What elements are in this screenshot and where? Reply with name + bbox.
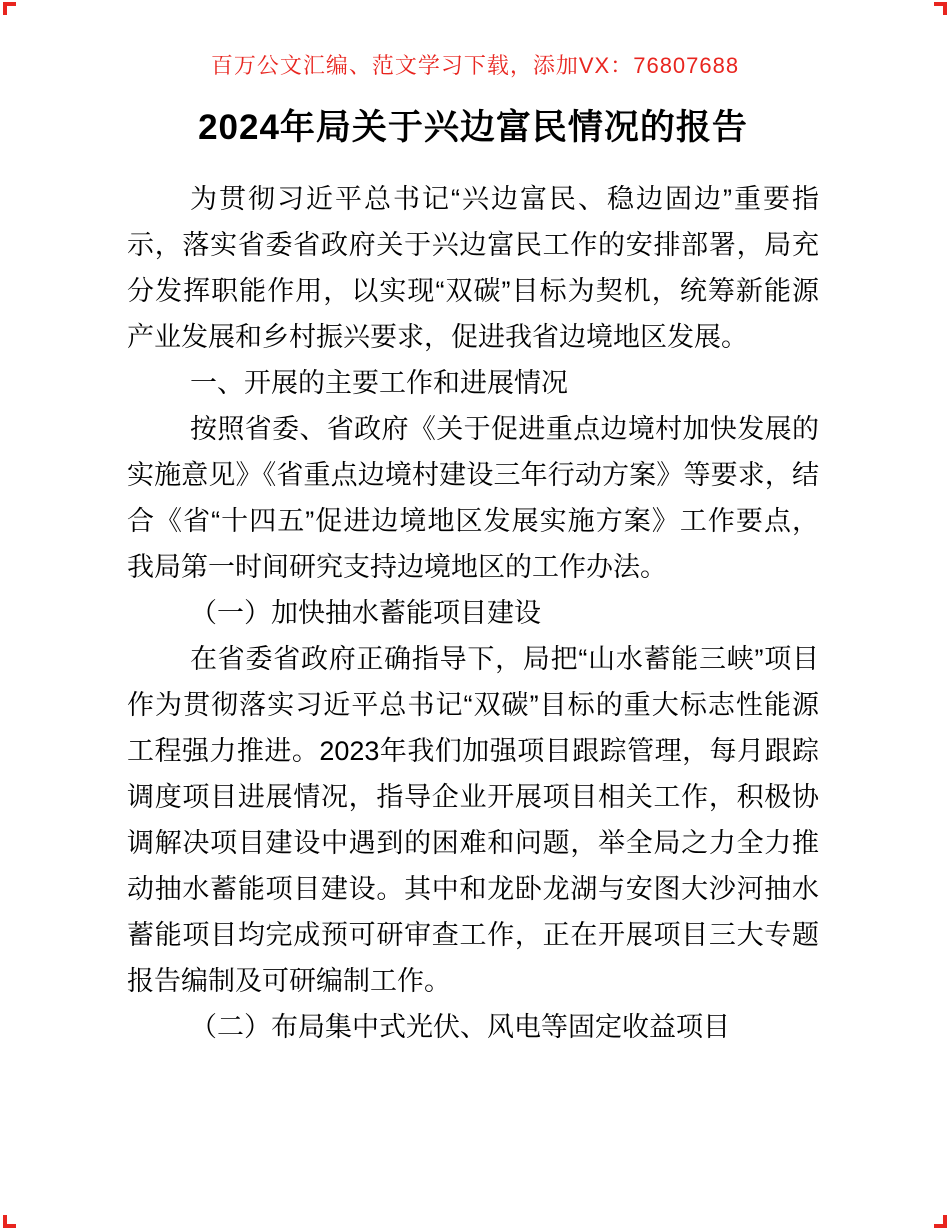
paragraph: 按照省委、省政府《关于促进重点边境村加快发展的实施意见》《省重点边境村建设三年行动方案》等要求，结合《省“十四五”促进边境地区发展实施方案》工作要点，我局第一时间研究支持边境地区的工作办法。 (127, 414, 819, 582)
crop-mark-top-right-icon (934, 2, 947, 15)
section-heading: 一、开展的主要工作和进展情况 (190, 368, 568, 398)
crop-mark-bottom-left-icon (3, 1215, 16, 1228)
section-heading: （一）加快抽水蓄能项目建设 (190, 598, 541, 628)
section-heading: （二）布局集中式光伏、风电等固定收益项目 (190, 1012, 730, 1042)
crop-mark-bottom-right-icon (934, 1215, 947, 1228)
document-body (127, 176, 819, 1050)
paragraph: 在省委省政府正确指导下，局把“山水蓄能三峡”项目作为贯彻落实习近平总书记“双碳”目标的重大标志性能源工程强力推进。2023年我们加强项目跟踪管理，每月跟踪调度项目进展情况，指导企业开展项目相关工作，积极协调解决项目建设中遇到的困难和问题，举全局之力全力推动抽水蓄能项目建设。其中和龙卧龙湖与安图大沙河抽水蓄能项目均完成预可研审查工作，正在开展项目三大专题报告编制及可研编制工作。 (127, 644, 819, 996)
watermark-text: 百万公文汇编、范文学习下载，添加VX：76807688 (210, 53, 740, 78)
crop-mark-top-left-icon (3, 2, 16, 15)
document-title: 2024年局关于兴边富民情况的报告 (198, 108, 748, 147)
document-content (127, 104, 819, 1050)
paragraph: 为贯彻习近平总书记“兴边富民、稳边固边”重要指示，落实省委省政府关于兴边富民工作的安排部署，局充分发挥职能作用，以实现“双碳”目标为契机，统筹新能源产业发展和乡村振兴要求，促进我省边境地区发展。 (127, 184, 819, 352)
